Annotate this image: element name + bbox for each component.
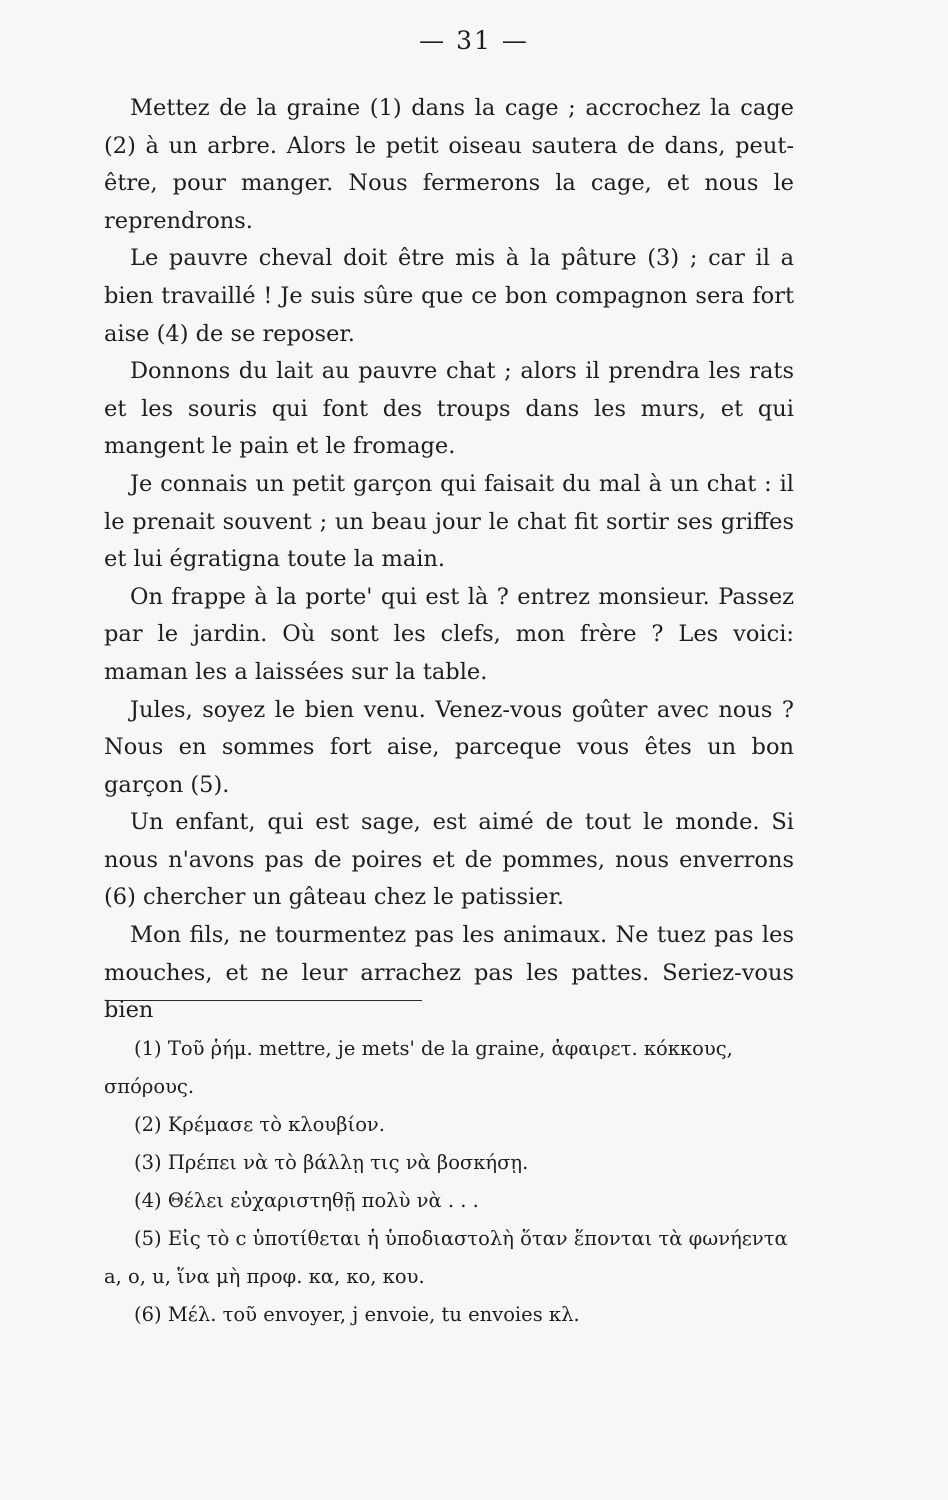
paragraph-jules: Jules, soyez le bien venu. Venez-vous goûter avec nous ? Nous en sommes fort aise, parceque vous êtes un bon garçon (5). <box>104 696 794 798</box>
paragraph-porte: On frappe à la porte' qui est là ? entrez monsieur. Passez par le jardin. Où sont les clefs, mon frère ? Les voici: maman les a laissées sur la table. <box>104 583 794 685</box>
footnotes <box>104 1030 798 1334</box>
paragraph-garcon-chat: Je connais un petit garçon qui faisait du mal à un chat : il le prenait souvent ; un beau jour le chat fit sortir ses griffes et lui égratigna toute la main. <box>104 470 794 573</box>
footnote-5: (5) Εἰς τὸ c ὑποτίθεται ἡ ὑποδιαστολὴ ὅταν ἕπονται τὰ φωνήεντα a, o, u, ἵνα μὴ προφ. κα, κο, κου. <box>104 1227 788 1288</box>
footnote-6: (6) Μέλ. τοῦ envoyer, j envoie, tu envoies κλ. <box>134 1303 580 1326</box>
paragraph-enfant-sage: Un enfant, qui est sage, est aimé de tout le monde. Si nous n'avons pas de poires et de pommes, nous enverrons (6) chercher un gâteau chez le patissier. <box>104 809 794 911</box>
footnote-divider <box>106 1000 422 1001</box>
page-number: — 31 — <box>419 26 529 55</box>
paragraph-cheval: Le pauvre cheval doit être mis à la pâture (3) ; car il a bien travaillé ! Je suis sûre que ce bon compagnon sera fort aise (4) de se reposer. <box>104 245 794 347</box>
footnote-2: (2) Κρέμασε τὸ κλουβίον. <box>134 1113 385 1136</box>
footnote-4: (4) Θέλει εὐχαριστηθῇ πολὺ νὰ . . . <box>134 1189 479 1212</box>
paragraph-chat-lait: Donnons du lait au pauvre chat ; alors il prendra les rats et les souris qui font des troups dans les murs, et qui mangent le pain et le fromage. <box>104 358 794 460</box>
footnote-3: (3) Πρέπει νὰ τὸ βάλλῃ τις νὰ βοσκήσῃ. <box>134 1151 529 1174</box>
footnote-1: (1) Τοῦ ῥήμ. mettre, je mets' de la graine, ἀφαιρετ. κόκκους, σπόρους. <box>104 1037 733 1098</box>
body-text <box>104 90 794 1030</box>
paragraph-cage: Mettez de la graine (1) dans la cage ; accrochez la cage (2) à un arbre. Alors le petit oiseau sautera de dans, peut-être, pour manger. Nous fermerons la cage, et nous le reprendrons. <box>104 95 794 234</box>
paragraph-mon-fils: Mon fils, ne tourmentez pas les animaux. Ne tuez pas les mouches, et ne leur arrachez pas les pattes. Seriez-vous bien <box>104 922 794 1024</box>
